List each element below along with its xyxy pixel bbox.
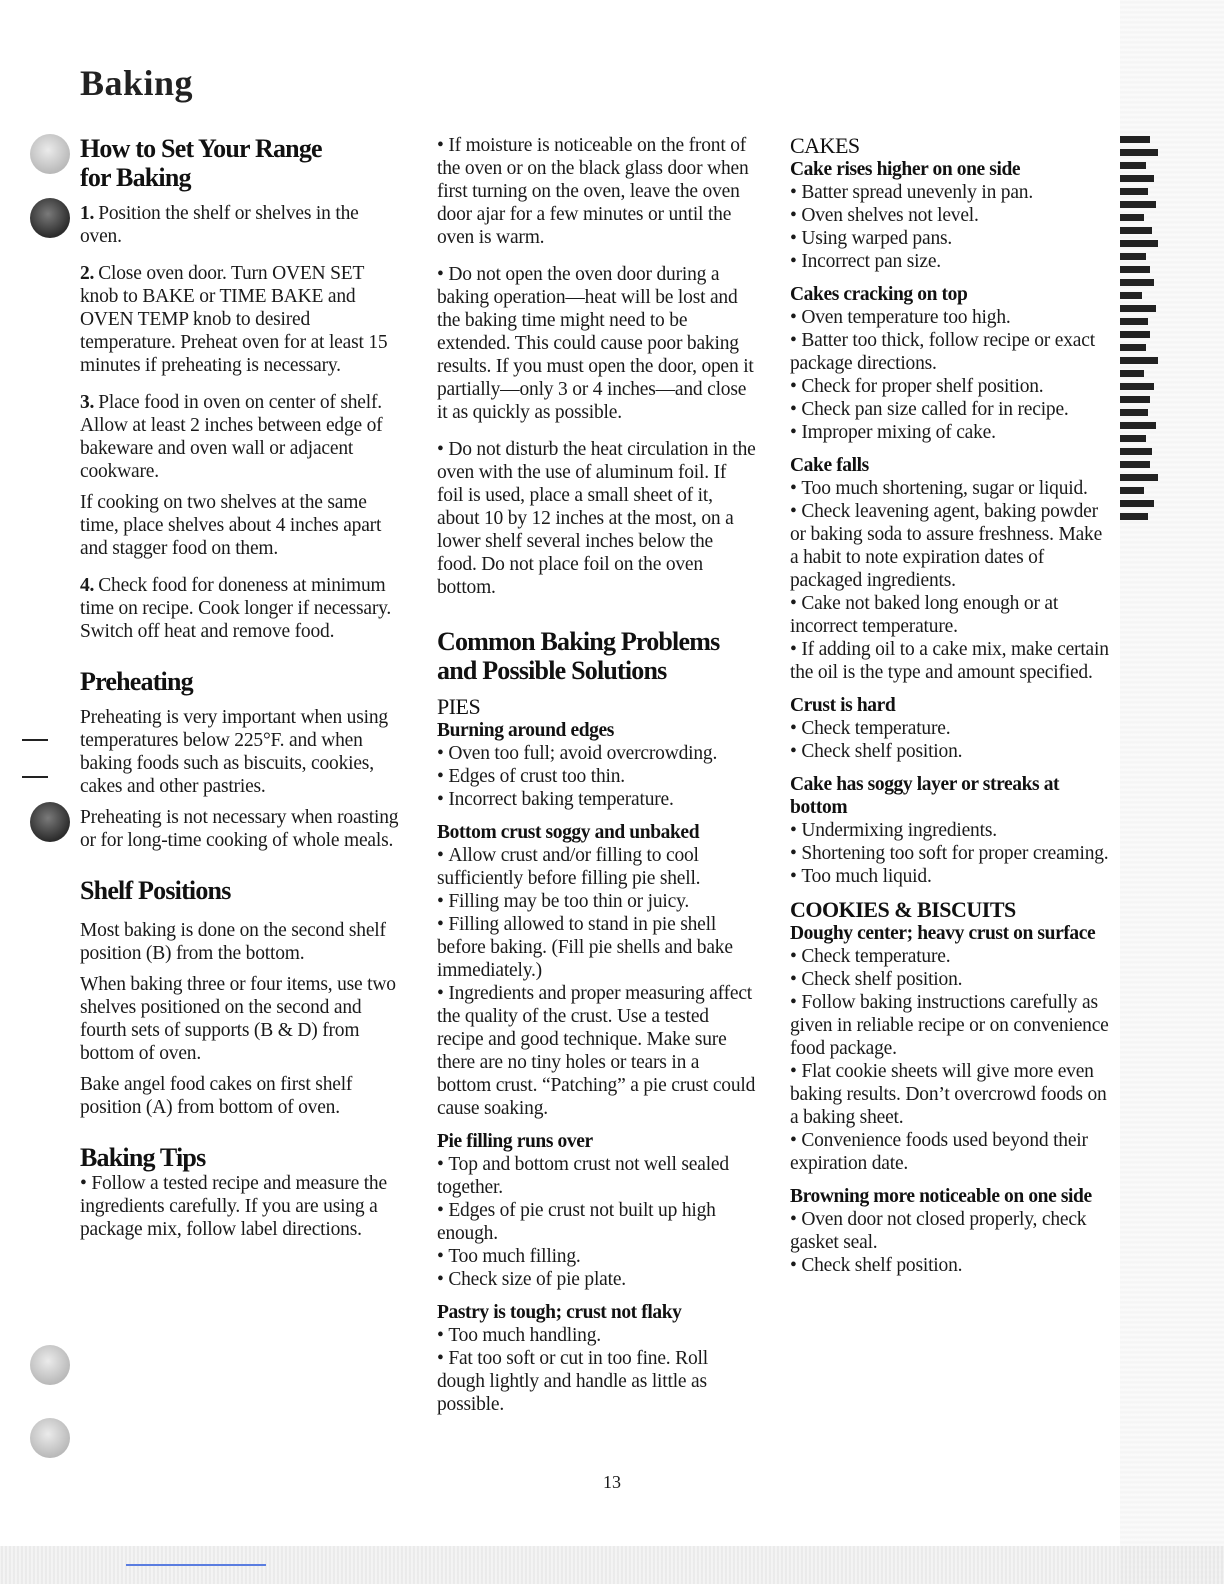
pie-solution: • Fat too soft or cut in too fine. Roll dough lightly and handle as little as possible. [437, 1347, 757, 1416]
cookie-problem-list [790, 945, 1110, 1175]
problems-heading [437, 627, 757, 685]
cookie-solution: • Check shelf position. [790, 1254, 1110, 1277]
page-number: 13 [603, 1472, 621, 1492]
cake-solution: • Improper mixing of cake. [790, 421, 1110, 444]
cake-problem-title: Cakes cracking on top [790, 284, 968, 305]
scan-bottom-line [126, 1564, 266, 1566]
pie-solution: • Incorrect baking temperature. [437, 788, 757, 811]
cookie-problem-title: Browning more noticeable on one side [790, 1186, 1092, 1207]
cake-solution: • Check shelf position. [790, 740, 1110, 763]
cake-problem-list [790, 717, 1110, 763]
cake-problem-title: Cake rises higher on one side [790, 159, 1021, 180]
preheating-paragraph: Preheating is not necessary when roasting or for long-time cooking of whole meals. [80, 807, 399, 851]
edge-tick-mark [22, 739, 48, 741]
step-number: 2. [80, 263, 95, 284]
binder-hole-mark [30, 1418, 70, 1458]
binder-hole-mark [30, 198, 70, 238]
cake-solution: • Check for proper shelf position. [790, 375, 1110, 398]
cake-solution: • Shortening too soft for proper creaming. [790, 842, 1110, 865]
step-3-note [80, 491, 400, 560]
step-text: Close oven door. Turn OVEN SET knob to BAKE or TIME BAKE and OVEN TEMP knob to desired temperature. Preheat oven for at least 15 minutes if preheating is necessary. [80, 263, 388, 376]
baking-tips-continued [437, 134, 757, 599]
cake-solution: • Check leavening agent, baking powder or baking soda to assure freshness. Make a habit to note expiration dates of packaged ingredients. [790, 500, 1110, 592]
step-text: Position the shelf or shelves in the oven. [80, 203, 359, 247]
cake-problem-title: Cake has soggy layer or streaks at bottom [790, 774, 1060, 818]
pie-solution: • Filling allowed to stand in pie shell before baking. (Fill pie shells and bake immediately.) [437, 913, 757, 982]
pie-problem-list [437, 742, 757, 811]
cake-solution: • If adding oil to a cake mix, make certain the oil is the type and amount specified. [790, 638, 1110, 684]
cake-problem-list [790, 181, 1110, 273]
pie-solution: • Check size of pie plate. [437, 1268, 757, 1291]
step-text: Check food for doneness at minimum time on recipe. Cook longer if necessary. Switch off heat and remove food. [80, 575, 392, 642]
cake-solution: • Cake not baked long enough or at incorrect temperature. [790, 592, 1110, 638]
pie-problem-title: Pie filling runs over [437, 1131, 593, 1152]
cookie-solution: • Convenience foods used beyond their expiration date. [790, 1129, 1110, 1175]
cake-solution: • Too much liquid. [790, 865, 1110, 888]
shelf-paragraph: Bake angel food cakes on first shelf position (A) from bottom of oven. [80, 1074, 353, 1118]
baking-tips-list [80, 1172, 400, 1241]
pies-heading: PIES [437, 694, 481, 719]
step-4 [80, 574, 400, 643]
pie-solution: • Allow crust and/or filling to cool sufficiently before filling pie shell. [437, 844, 757, 890]
pie-problem-list [437, 1324, 757, 1416]
cake-solution: • Undermixing ingredients. [790, 819, 1110, 842]
page-title: Baking [80, 63, 194, 103]
set-range-heading-line1: How to Set Your Range [80, 134, 322, 163]
pie-problem-title: Burning around edges [437, 720, 614, 741]
baking-tip: • Follow a tested recipe and measure the ingredients carefully. If you are using a package mix, follow label directions. [80, 1172, 400, 1241]
cookie-solution: • Follow baking instructions carefully as given in reliable recipe or on convenience food package. [790, 991, 1110, 1060]
cookies-heading: COOKIES & BISCUITS [790, 897, 1016, 922]
baking-tip: • Do not disturb the heat circulation in the oven with the use of aluminum foil. If foil is used, place a small sheet of it, about 10 by 12 inches at the most, on a lower shelf several inches below the food. Do not place foil on the oven bottom. [437, 438, 757, 599]
pie-solution: • Oven too full; avoid overcrowding. [437, 742, 757, 765]
pie-problem-title: Bottom crust soggy and unbaked [437, 822, 700, 843]
cake-solution: • Incorrect pan size. [790, 250, 1110, 273]
binder-hole-mark [30, 1345, 70, 1385]
cake-problem-title: Crust is hard [790, 695, 896, 716]
binder-hole-mark [30, 134, 70, 174]
set-range-steps [80, 202, 400, 643]
cookie-solution: • Oven door not closed properly, check gasket seal. [790, 1208, 1110, 1254]
step-number: 4. [80, 575, 95, 596]
step-text: If cooking on two shelves at the same time, place shelves about 4 inches apart and stagger food on them. [80, 492, 382, 559]
cake-solution: • Check temperature. [790, 717, 1110, 740]
shelf-paragraph: Most baking is done on the second shelf position (B) from the bottom. [80, 920, 386, 964]
problems-heading-line1: Common Baking Problems [437, 627, 720, 656]
set-range-heading [80, 134, 400, 192]
pie-solution: • Too much filling. [437, 1245, 757, 1268]
step-text: Place food in oven on center of shelf. Allow at least 2 inches between edge of bakeware and oven wall or adjacent cookware. [80, 392, 383, 482]
pie-problem-list [437, 844, 757, 1120]
cake-problem-list [790, 306, 1110, 444]
column-left [80, 134, 400, 1241]
preheating-body [80, 706, 400, 852]
cookie-solution: • Check temperature. [790, 945, 1110, 968]
preheating-paragraph: Preheating is very important when using temperatures below 225°F. and when baking foods such as biscuits, cookies, cakes and other pastries. [80, 707, 388, 797]
step-2 [80, 262, 400, 377]
baking-tips-heading: Baking Tips [80, 1143, 206, 1172]
cakes-heading: CAKES [790, 133, 860, 158]
step-number: 1. [80, 203, 95, 224]
cake-solution: • Batter spread unevenly in pan. [790, 181, 1110, 204]
step-1 [80, 202, 400, 248]
baking-tip: • Do not open the oven door during a baking operation—heat will be lost and the baking time might need to be extended. This could cause poor baking results. If you must open the door, open it partially—only 3 or 4 inches—and close it as quickly as possible. [437, 263, 757, 424]
pie-solution: • Too much handling. [437, 1324, 757, 1347]
cookie-problem-title: Doughy center; heavy crust on surface [790, 923, 1096, 944]
cake-solution: • Too much shortening, sugar or liquid. [790, 477, 1110, 500]
binder-hole-mark [30, 802, 70, 842]
shelf-paragraph: When baking three or four items, use two shelves positioned on the second and fourth sets of supports (B & D) from bottom of oven. [80, 974, 396, 1064]
scan-edge-marks [1120, 136, 1160, 526]
column-middle [437, 134, 757, 1416]
cookie-problem-list [790, 1208, 1110, 1277]
column-right [790, 134, 1110, 1277]
cake-problem-list [790, 477, 1110, 684]
pie-solution: • Filling may be too thin or juicy. [437, 890, 757, 913]
pie-solution: • Edges of crust too thin. [437, 765, 757, 788]
edge-tick-mark [22, 776, 48, 778]
pie-solution: • Edges of pie crust not built up high enough. [437, 1199, 757, 1245]
problems-heading-line2: and Possible Solutions [437, 656, 667, 685]
shelf-positions-body [80, 919, 400, 1119]
shelf-positions-heading: Shelf Positions [80, 876, 231, 905]
cake-solution: • Batter too thick, follow recipe or exact package directions. [790, 329, 1110, 375]
set-range-heading-line2: for Baking [80, 163, 191, 192]
pie-solution: • Top and bottom crust not well sealed together. [437, 1153, 757, 1199]
cake-solution: • Using warped pans. [790, 227, 1110, 250]
cake-solution: • Oven shelves not level. [790, 204, 1110, 227]
cookie-solution: • Flat cookie sheets will give more even baking results. Don’t overcrowd foods on a baking sheet. [790, 1060, 1110, 1129]
step-3 [80, 391, 400, 483]
cookie-solution: • Check shelf position. [790, 968, 1110, 991]
pie-problem-title: Pastry is tough; crust not flaky [437, 1302, 682, 1323]
baking-tip: • If moisture is noticeable on the front of the oven or on the black glass door when first turning on the oven, leave the oven door ajar for a few minutes or until the oven is warm. [437, 134, 757, 249]
step-number: 3. [80, 392, 95, 413]
pie-problem-list [437, 1153, 757, 1291]
cake-problem-list [790, 819, 1110, 888]
cake-problem-title: Cake falls [790, 455, 869, 476]
cake-solution: • Oven temperature too high. [790, 306, 1110, 329]
pie-solution: • Ingredients and proper measuring affect the quality of the crust. Use a tested recipe and good technique. Make sure there are no tiny holes or tears in a bottom crust. “Patching” a pie crust could cause soaking. [437, 982, 757, 1120]
cake-solution: • Check pan size called for in recipe. [790, 398, 1110, 421]
preheating-heading: Preheating [80, 667, 193, 696]
